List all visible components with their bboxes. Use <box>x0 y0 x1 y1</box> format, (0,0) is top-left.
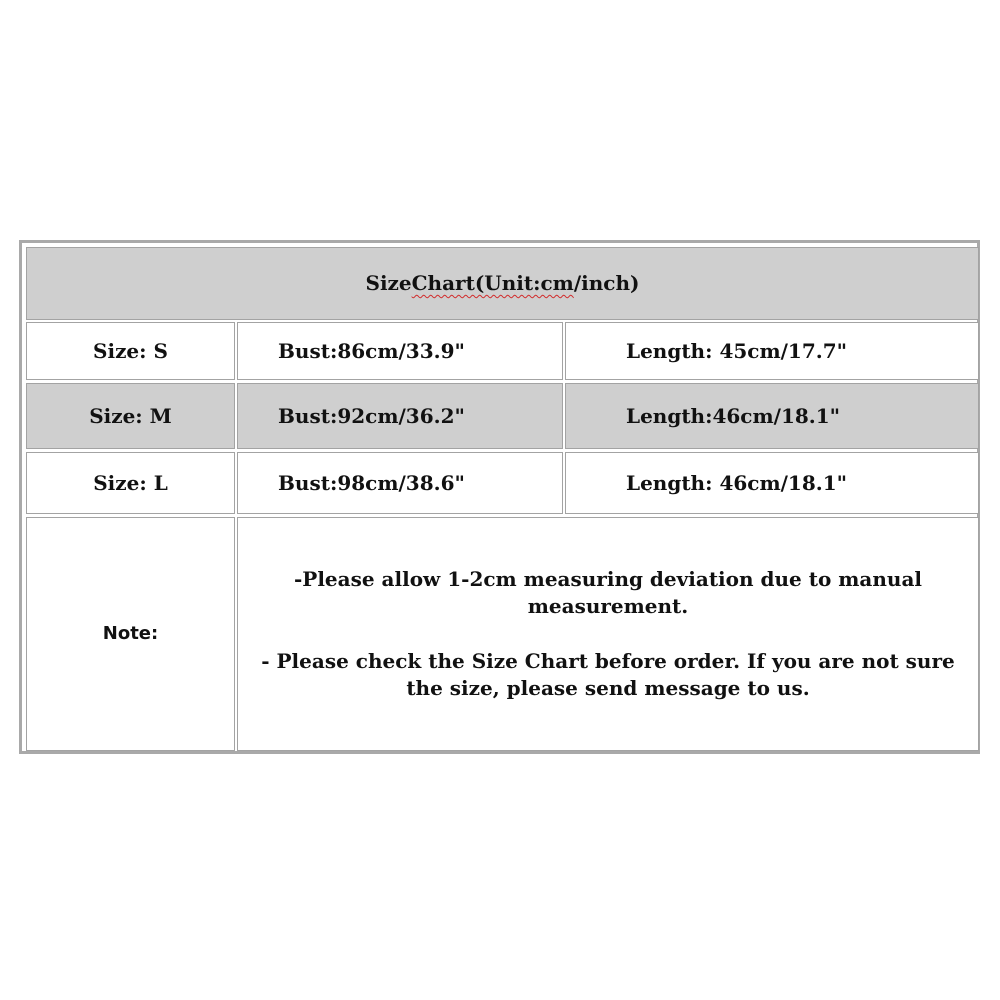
title-underlined: Chart(Unit:cm <box>411 271 574 295</box>
size-m-label: Size: M <box>26 383 235 449</box>
size-m-length: Length:46cm/18.1" <box>565 383 979 449</box>
title-suffix: /inch) <box>573 271 640 295</box>
size-s-bust: Bust:86cm/33.9" <box>237 322 563 380</box>
size-m-bust: Bust:92cm/36.2" <box>237 383 563 449</box>
size-s-label: Size: S <box>26 322 235 380</box>
note-line-2: - Please check the Size Chart before order. If you are not sure the size, please send message to us. <box>261 649 955 700</box>
note-line-1: -Please allow 1-2cm measuring deviation due to manual measurement. <box>293 567 923 618</box>
size-l-label: Size: L <box>26 452 235 514</box>
size-chart-title <box>26 247 979 320</box>
note-label: Note: <box>26 517 235 751</box>
title-prefix: Size <box>365 271 412 295</box>
size-s-length: Length: 45cm/17.7" <box>565 322 979 380</box>
size-chart-table <box>19 240 980 754</box>
size-l-bust: Bust:98cm/38.6" <box>237 452 563 514</box>
note-content <box>237 517 979 751</box>
size-l-length: Length: 46cm/18.1" <box>565 452 979 514</box>
